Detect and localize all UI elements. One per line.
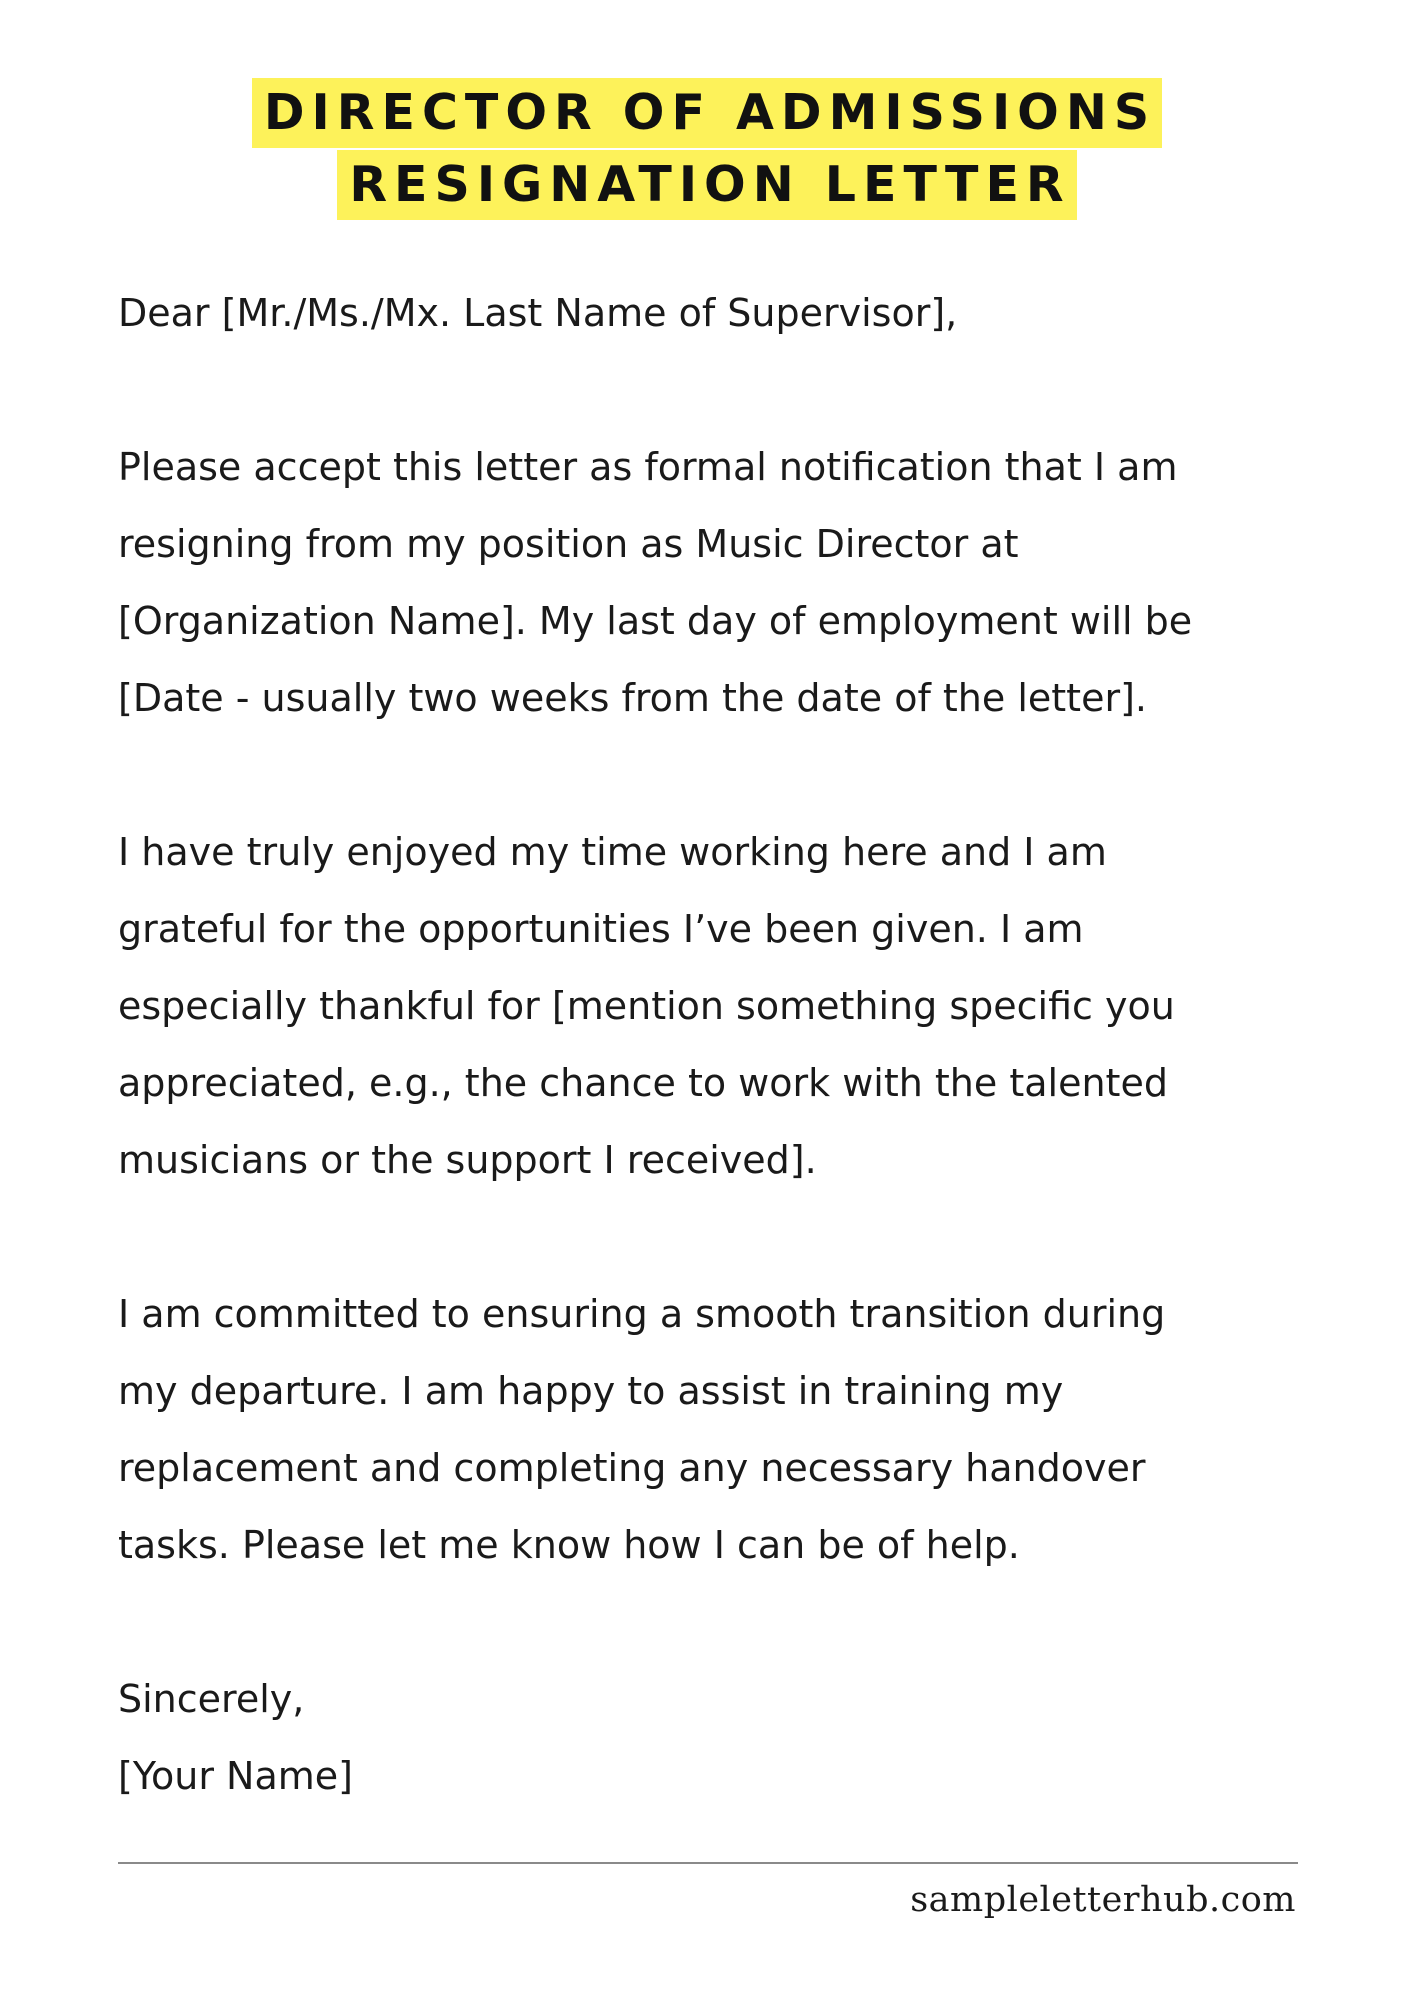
paragraph-line: [Date - usually two weeks from the date of the letter]. [118,676,1147,720]
paragraph-line: replacement and completing any necessary handover [118,1446,1146,1490]
paragraph-transition [118,1276,1338,1584]
paragraph-line: musicians or the support I received]. [118,1138,817,1182]
paragraph-line: appreciated, e.g., the chance to work with the talented [118,1061,1168,1105]
paragraph-line: grateful for the opportunities I’ve been given. I am [118,907,1084,951]
paragraph-line: [Organization Name]. My last day of employment will be [118,599,1193,643]
letter-body [118,275,1338,1815]
paragraph-gratitude [118,814,1338,1199]
document-title [0,78,1414,222]
paragraph-line: Please accept this letter as formal notification that I am [118,445,1178,489]
paragraph-line: my departure. I am happy to assist in training my [118,1369,1064,1413]
paragraph-line: I am committed to ensuring a smooth transition during [118,1292,1166,1336]
paragraph-line: tasks. Please let me know how I can be of help. [118,1523,1020,1567]
sign-off: Sincerely, [118,1677,305,1721]
signer-name: [Your Name] [118,1754,353,1798]
paragraph-line: resigning from my position as Music Director at [118,522,1019,566]
title-line-2: RESIGNATION LETTER [337,150,1076,220]
title-line-1: DIRECTOR OF ADMISSIONS [252,78,1162,148]
paragraph-line: I have truly enjoyed my time working here and I am [118,830,1107,874]
paragraph-resignation-notice [118,429,1338,737]
salutation [118,275,1338,352]
closing-block [118,1661,1338,1815]
paragraph-line: especially thankful for [mention something specific you [118,984,1175,1028]
footer-website: sampleletterhub.com [910,1880,1296,1920]
footer-divider [118,1862,1298,1864]
salutation-text: Dear [Mr./Ms./Mx. Last Name of Supervisor], [118,291,958,335]
